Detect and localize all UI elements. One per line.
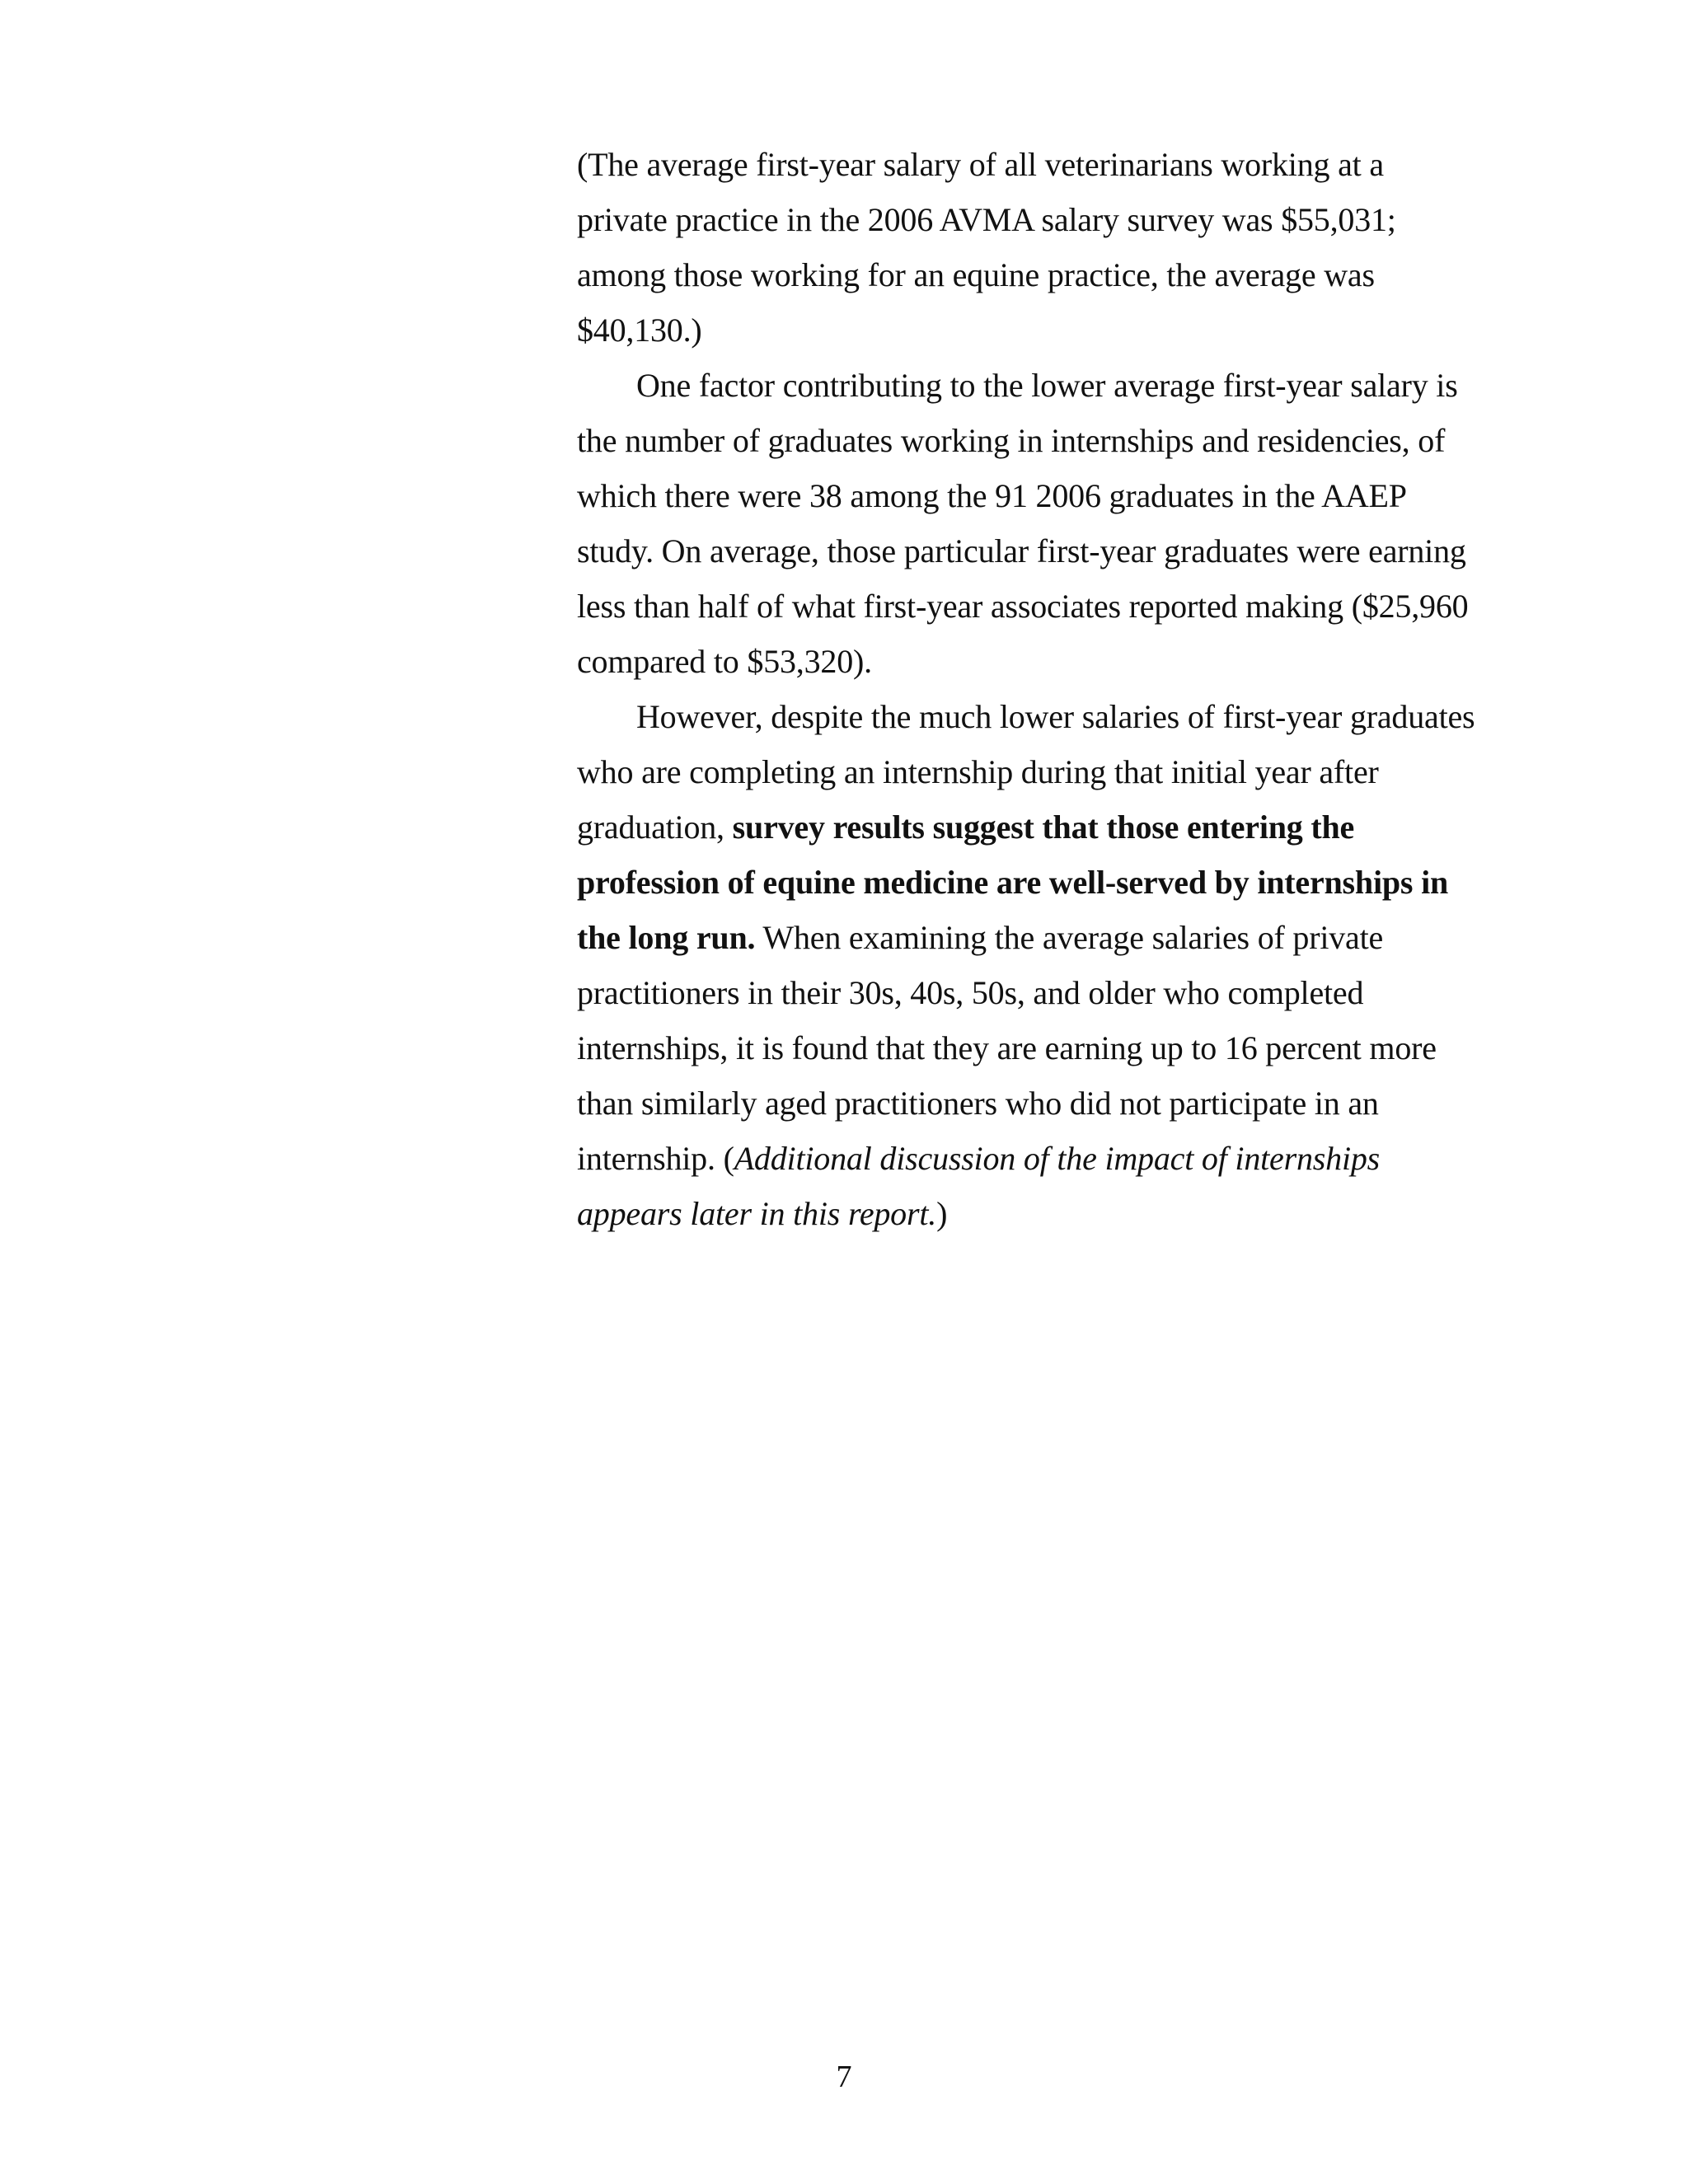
paragraph-salary-comparison bbox=[577, 137, 1480, 358]
paragraph-internship-benefit bbox=[577, 689, 1480, 1241]
paragraph-text: One factor contributing to the lower average first-year salary is the number of graduates working in internships and residencies, of which there were 38 among the 91 2006 graduates in the AAEP study. On average, those particular first-year graduates were earning less than half of what first-year associates reported making ($25,960 compared to $53,320). bbox=[577, 367, 1469, 680]
page-number: 7 bbox=[836, 2060, 852, 2094]
bold-key-finding: survey results suggest that those entering the profession of equine medicine are well-served by internships in the long run. bbox=[577, 808, 1449, 956]
body-text bbox=[577, 137, 1480, 1241]
paragraph-text: (The average first-year salary of all veterinarians working at a private practice in the 2006 AVMA salary survey was $55,031; among those working for an equine practice, the average was $40,130.) bbox=[577, 146, 1396, 349]
closing-parenthesis: ) bbox=[936, 1195, 948, 1232]
paragraph-text: When examining the average salaries of private practitioners in their 30s, 40s, 50s, and older who completed internships, it is found that they are earning up to 16 percent more than similarly aged practitioners who did not participate in an internship. ( bbox=[577, 919, 1437, 1177]
paragraph-internship-factor bbox=[577, 358, 1480, 689]
paragraph-text: However, despite the much lower salaries of first-year graduates who are completing an internship during that initial year after graduation, bbox=[577, 698, 1475, 846]
italic-note: Additional discussion of the impact of internships appears later in this report. bbox=[577, 1140, 1381, 1232]
